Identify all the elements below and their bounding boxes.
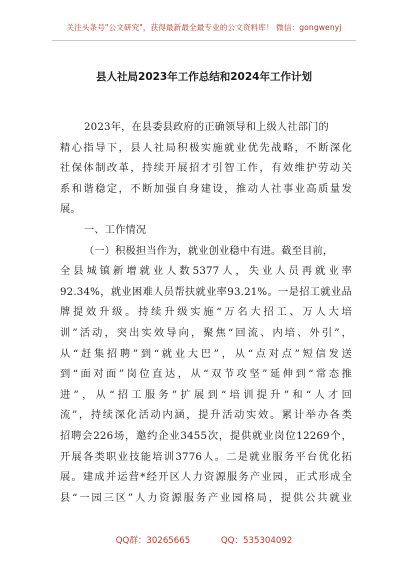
paragraph-line: 系和谐稳定，不断加强自身建设，推动人社事业高质量发 — [60, 183, 352, 195]
paragraph-line: 展。 — [60, 204, 81, 216]
paragraph-line: 训”活动，突出实效导向，聚焦“回流、内培、外引”， — [60, 327, 352, 339]
paragraph-line: 展。建成并运营*经开区人力资源服务产业园，正式形成全 — [60, 472, 352, 484]
paragraph-line: 2023年，在县委县政府的正确领导和上级人社部门的 — [84, 122, 329, 133]
document-title: 县人社局2023年工作总结和2024年工作计划 — [96, 71, 312, 83]
paragraph-line: 全县城镇新增就业人数5377人，失业人员再就业率 — [60, 266, 352, 278]
header-banner: 关注头条号"公文研究"，获得最新最全最专业的公文资料库！ 微信：gongwenyj — [66, 23, 342, 32]
paragraph-line: 开展各类职业技能培训3776人。二是就业服务平台优化拓 — [60, 451, 352, 463]
footer-contact — [0, 534, 408, 546]
paragraph-line: 92.34%，就业困难人员帮扶就业率93.21%。一是招工就业品 — [60, 286, 352, 298]
paragraph-line: 社保体制改革，持续开展招才引智工作，有效维护劳动关 — [60, 163, 352, 175]
document-body — [60, 118, 352, 509]
paragraph-line: 到“面对面”岗位直达，从“双节攻坚”延伸到“常态推 — [60, 369, 352, 381]
paragraph-line: 牌提效升级。持续升级实施“万名大招工、万人大培 — [60, 307, 352, 319]
qq-group-label: QQ群：30265665 — [115, 536, 191, 546]
paragraph-line: 进”，从“招工服务”扩展到“培训提升”和“人才回 — [60, 389, 352, 401]
paragraph-line: 招聘会226场，邀约企业3455次，提供就业岗位12269个， — [60, 430, 352, 442]
qq-label: QQ：535304092 — [220, 536, 293, 546]
paragraph-line: 县“一园三区”人力资源服务产业园格局，提供公共就业 — [60, 492, 352, 504]
section-heading: 一、工作情况 — [84, 224, 147, 236]
paragraph-line: （一）积极担当作为，就业创业稳中有进。截至目前， — [84, 245, 334, 257]
header-divider — [52, 40, 356, 41]
paragraph-line: 从“赶集招聘”到“就业大巴”，从“点对点”短信发送 — [60, 348, 352, 360]
paragraph-line: 精心指导下，县人社局积极实施就业优先战略，不断深化 — [60, 142, 352, 154]
paragraph-line: 流”，持续深化活动内涵，提升活动实效。累计举办各类 — [60, 410, 352, 422]
